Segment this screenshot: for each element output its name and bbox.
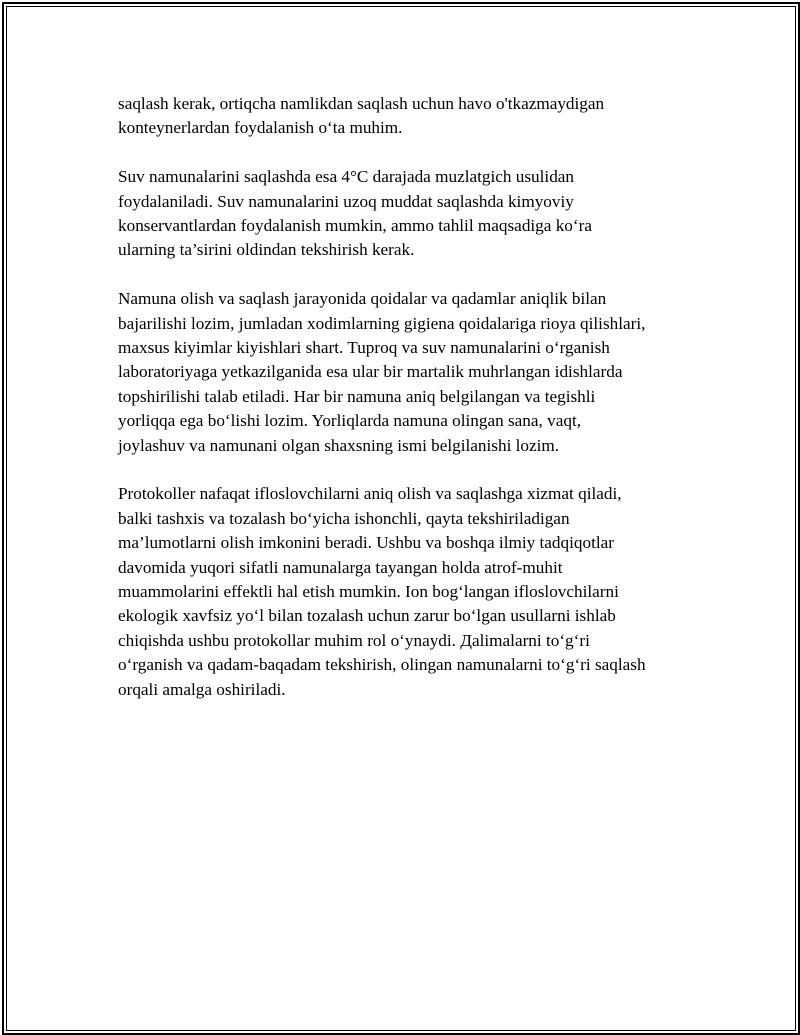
- paragraph-3: Namuna olish va saqlash jarayonida qoidalar va qadamlar aniqlik bilan bajarilishi lozim, jumladan xodimlarning gigiena qoidalariga rioya qilishlari, maxsus kiyimlar kiyishlari shart. Tuproq va suv namunalarini o‘rganish laboratoriyaga yetkazilganida esa ular bir martalik muhrlangan idishlarda topshirilishi talab etiladi. Har bir namuna aniq belgilangan va tegishli yorliqqa ega bo‘lishi lozim. Yorliqlarda namuna olingan sana, vaqt, joylashuv va namunani olgan shaxsning ismi belgilanishi lozim.: [118, 289, 646, 455]
- paragraph-2: Suv namunalarini saqlashda esa 4°C darajada muzlatgich usulidan foydalaniladi. Suv namunalarini uzoq muddat saqlashda kimyoviy konservantlardan foydalanish mumkin, ammo tahlil maqsadiga ko‘ra ularning ta’sirini oldindan tekshirish kerak.: [118, 167, 592, 260]
- document-body: [118, 92, 703, 727]
- paragraph-1: saqlash kerak, ortiqcha namlikdan saqlash uchun havo o'tkazmaydigan konteynerlardan foydalanish o‘ta muhim.: [118, 94, 605, 138]
- paragraph-4: Protokoller nafaqat ifloslovchilarni aniq olish va saqlashga xizmat qiladi, balki tashxis va tozalash bo‘yicha ishonchli, qayta tekshiriladigan ma’lumotlarni olish imkonini beradi. Ushbu va boshqa ilmiy tadqiqotlar davomida yuqori sifatli namunalarga tayangan holda atrof-muhit muammolarini effektli hal etish mumkin. Ion bog‘langan ifloslovchilarni ekologik xavfsiz yo‘l bilan tozalash uchun zarur bo‘lgan usullarni ishlab chiqishda ushbu protokollar muhim rol o‘ynaydi. Дalimalarni to‘g‘ri o‘rganish va qadam-baqadam tekshirish, olingan namunalarni to‘g‘ri saqlash orqali amalga oshiriladi.: [118, 484, 646, 699]
